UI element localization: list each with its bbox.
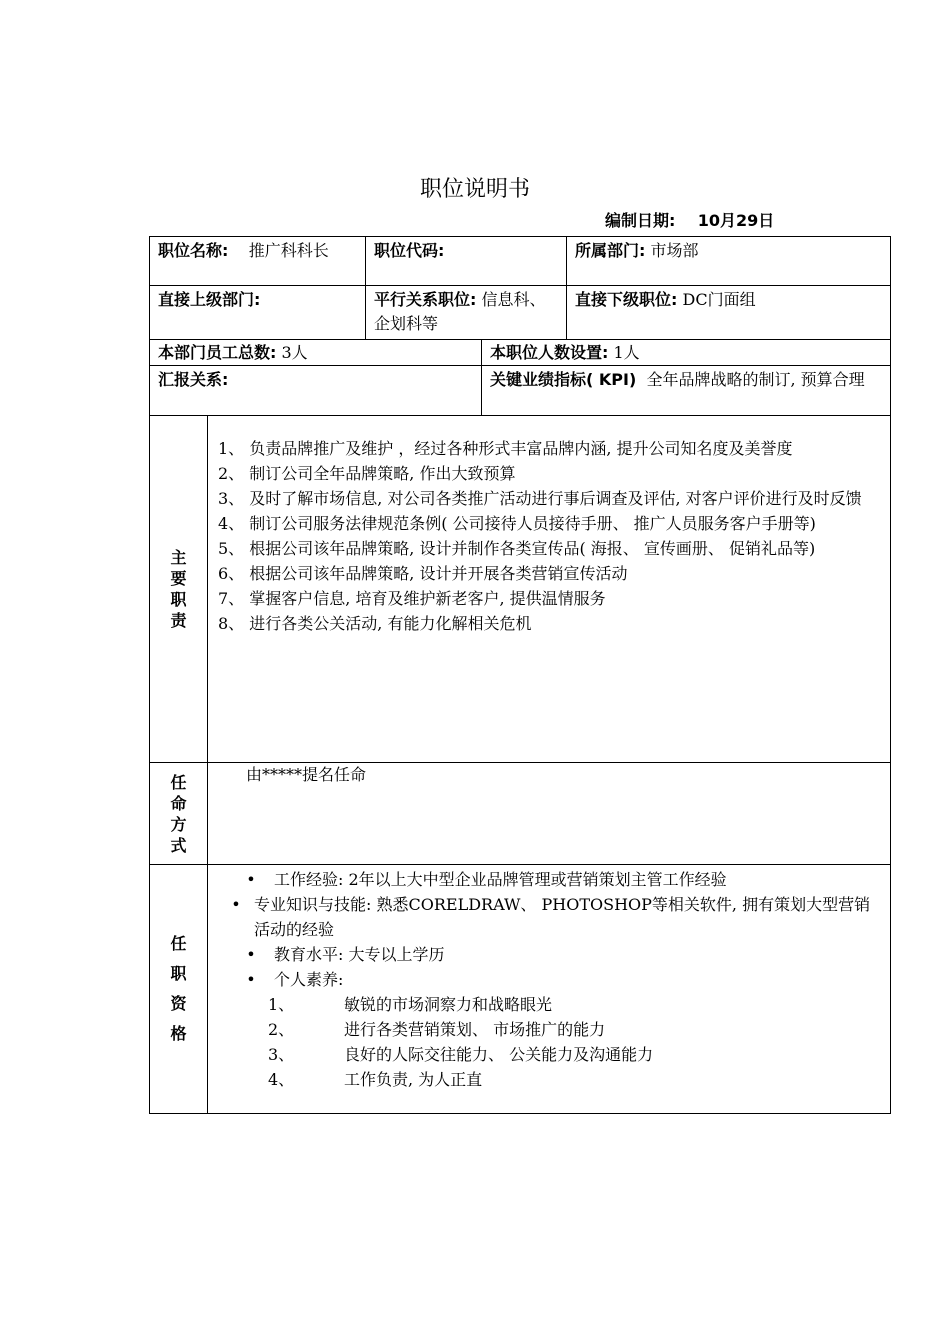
duty-item: 7、 掌握客户信息, 培育及维护新老客户, 提供温情服务 (218, 589, 606, 608)
appointment-label-cell (149, 762, 208, 865)
headcount-label: 本职位人数设置: (490, 343, 609, 362)
superior-dept-cell (149, 285, 366, 340)
trait-item (228, 1067, 882, 1092)
trait-number: 2、 (268, 1020, 295, 1039)
duties-list (207, 415, 891, 763)
superior-dept-label: 直接上级部门: (158, 290, 261, 309)
bullet-icon: • (246, 945, 256, 964)
position-name-cell (149, 236, 366, 286)
trait-number: 3、 (268, 1045, 295, 1064)
headcount-value: 1人 (613, 343, 640, 362)
position-name-value: 推广科科长 (248, 241, 329, 260)
trait-text: 良好的人际交往能力、 公关能力及沟通能力 (344, 1045, 654, 1064)
bullet-icon: • (246, 970, 256, 989)
duty-item: 6、 根据公司该年品牌策略, 设计并开展各类营销宣传活动 (218, 564, 628, 583)
compile-date (605, 208, 774, 231)
department-cell (566, 236, 891, 286)
document-title: 职位说明书 (419, 177, 530, 202)
trait-item (228, 992, 882, 1017)
trait-item (228, 1017, 882, 1042)
parallel-position-value: 信息科、 企划科等 (374, 290, 546, 333)
qualification-item (228, 967, 882, 992)
duty-item: 5、 根据公司该年品牌策略, 设计并制作各类宣传品( 海报、 宣传画册、 促销礼品等) (218, 539, 816, 558)
duty-item: 1、 负责品牌推广及维护 ，经过各种形式丰富品牌内涵, 提升公司知名度及美誉度 (218, 439, 793, 458)
position-code-label: 职位代码: (374, 241, 445, 260)
duties-label-cell (149, 415, 208, 763)
appointment-text: 由*****提名任命 (246, 765, 367, 784)
qualification-item (208, 892, 882, 942)
kpi-cell (481, 365, 891, 416)
qualification-text: 专业知识与技能: 熟悉CORELDRAW、 PHOTOSHOP等相关软件, 拥有策划大型营销活动的经验 (254, 895, 871, 939)
dept-staff-label: 本部门员工总数: (158, 343, 277, 362)
qualification-text: 教育水平: 大专以上学历 (274, 945, 445, 964)
headcount-cell (481, 339, 891, 366)
qualification-text: 个人素养: (274, 970, 344, 989)
dept-staff-value: 3人 (281, 343, 308, 362)
duty-item: 4、 制订公司服务法律规范条例( 公司接待人员接待手册、 推广人员服务客户手册等) (218, 514, 816, 533)
duty-item: 8、 进行各类公关活动, 有能力化解相关危机 (218, 614, 532, 633)
reporting-label: 汇报关系: (158, 370, 229, 389)
appointment-cell (207, 762, 891, 865)
date-value: 10月29日 (697, 211, 775, 230)
bullet-icon: • (231, 895, 241, 914)
trait-item (228, 1042, 882, 1067)
appointment-label: 任命方式 (170, 772, 187, 855)
dept-staff-cell (149, 339, 482, 366)
trait-number: 1、 (268, 995, 295, 1014)
department-value: 市场部 (650, 241, 699, 260)
bullet-icon: • (246, 870, 256, 889)
parallel-position-cell (365, 285, 567, 340)
subordinate-position-value: DC门面组 (682, 290, 756, 309)
kpi-label: 关键业绩指标( KPI) (490, 370, 637, 389)
qualification-label-cell (149, 864, 208, 1114)
qualification-item (228, 867, 882, 892)
parallel-position-label: 平行关系职位: (374, 290, 477, 309)
duties-label: 主要职责 (170, 548, 187, 630)
date-label: 编制日期: (605, 211, 676, 230)
qualification-label: 任职资格 (170, 934, 187, 1043)
qualification-text: 工作经验: 2年以上大中型企业品牌管理或营销策划主管工作经验 (274, 870, 727, 889)
qualification-item (228, 942, 882, 967)
duty-item: 3、 及时了解市场信息, 对公司各类推广活动进行事后调查及评估, 对客户评价进行及时反馈 (218, 489, 862, 508)
department-label: 所属部门: (575, 241, 646, 260)
subordinate-position-cell (566, 285, 891, 340)
kpi-value: 全年品牌战略的制订, 预算合理 (646, 370, 865, 389)
qualification-cell (207, 864, 891, 1114)
trait-text: 敏锐的市场洞察力和战略眼光 (344, 995, 553, 1014)
reporting-cell (149, 365, 482, 416)
subordinate-position-label: 直接下级职位: (575, 290, 678, 309)
position-code-cell (365, 236, 567, 286)
trait-text: 工作负责, 为人正直 (344, 1070, 483, 1089)
trait-text: 进行各类营销策划、 市场推广的能力 (344, 1020, 606, 1039)
trait-number: 4、 (268, 1070, 295, 1089)
position-name-label: 职位名称: (158, 241, 229, 260)
duty-item: 2、 制订公司全年品牌策略, 作出大致预算 (218, 464, 516, 483)
